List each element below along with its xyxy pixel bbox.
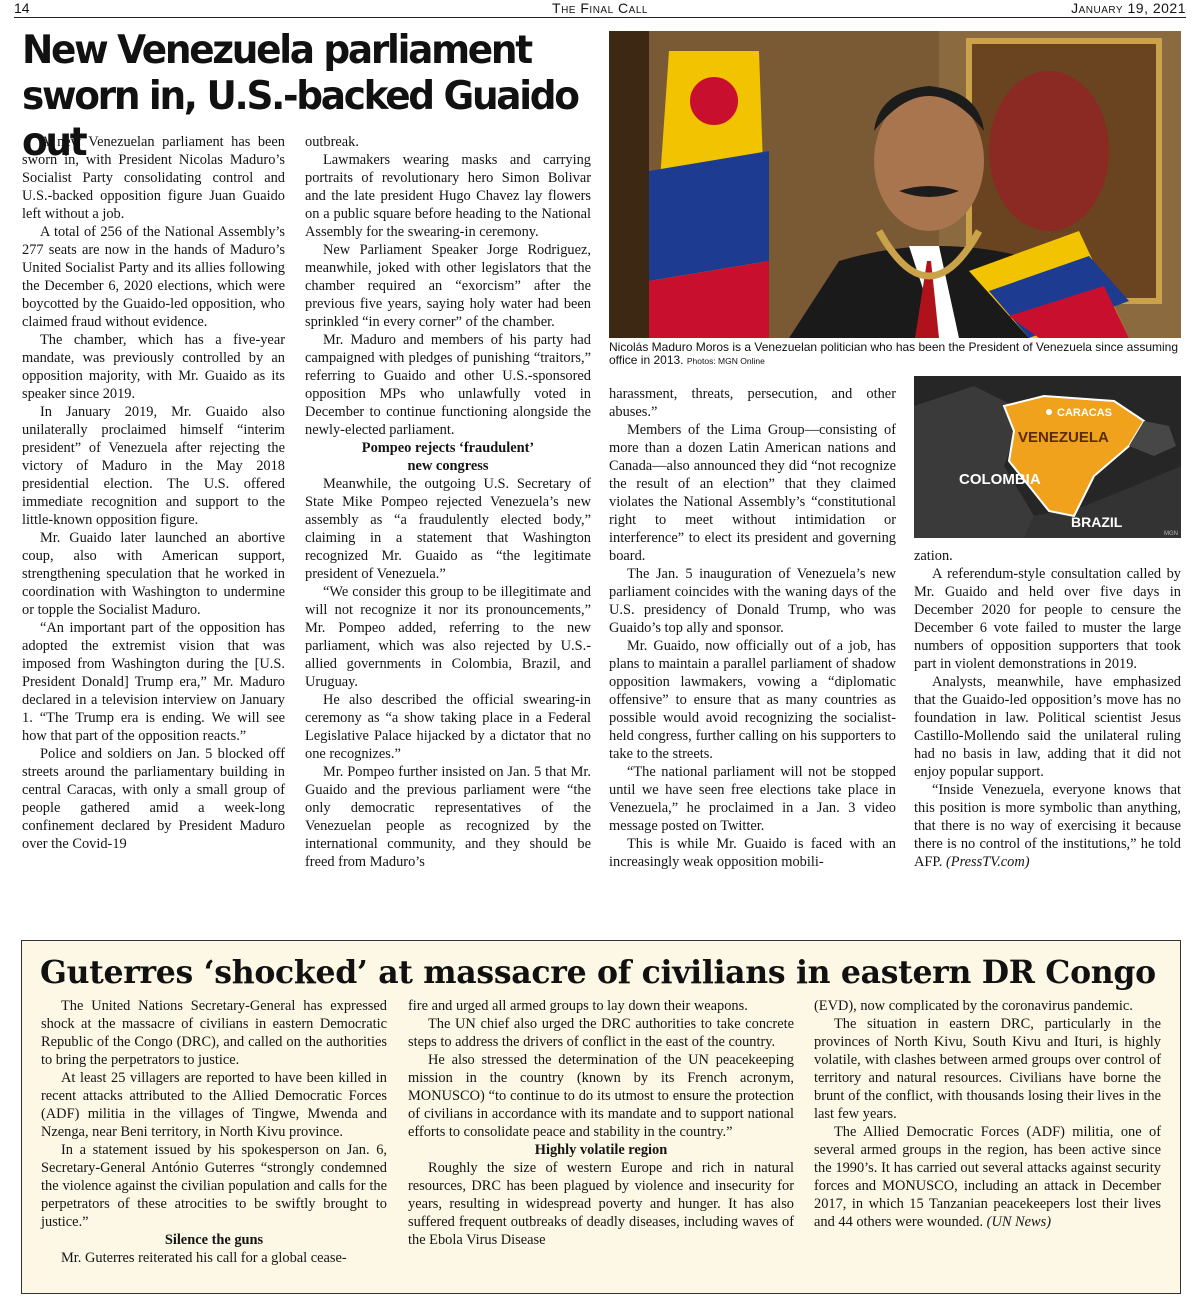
photo-caption: [609, 341, 1184, 368]
article-source: (PressTV.com): [946, 854, 1030, 870]
paragraph: The UN chief also urged the DRC authorities to take concrete steps to address the drivers of conflict in the east of the country.: [408, 1016, 794, 1050]
paragraph: The situation in eastern DRC, particularly in the provinces of North Kivu, South Kivu and Ituri, is highly volatile, with clashes between armed groups over control of territory and natural resources. Civilians have borne the brunt of the conflict, with thousands losing their lives in the last few years.: [814, 1016, 1161, 1122]
paragraph: The Jan. 5 inauguration of Venezuela’s new parliament coincides with the waning days of the U.S. presidency of Donald Trump, who was Guaido’s top ally and sponsor.: [609, 566, 896, 636]
paragraph: Mr. Maduro and members of his party had campaigned with pledges of punishing “traitors,” referring to Guaido and other U.S.-sponsored opposition MPs who unlawfully voted in December to continue functioning alongside the newly-elected parliament.: [305, 332, 591, 438]
paragraph: Members of the Lima Group—consisting of more than a dozen Latin American nations and Canada—also announced they did “not recognize the result of an election” that they claimed violates the National Assembly’s “constitutional right to meet without intimidation or interference” to elect its president and governing board.: [609, 422, 896, 564]
paragraph: The United Nations Secretary-General has expressed shock at the massacre of civilians in eastern Democratic Republic of the Congo (DRC), and called on the authorities to bring the perpetrators to justice.: [41, 998, 387, 1068]
issue-date: January 19, 2021: [1071, 0, 1186, 16]
paragraph: Meanwhile, the outgoing U.S. Secretary of State Mike Pompeo rejected Venezuela’s new assembly as “a fraudulently elected body,” claiming in a statement that Washington recognized Mr. Guaido as “the legitimate president of Venezuela.”: [305, 476, 591, 582]
article-column-1: [22, 133, 285, 853]
paragraph: In January 2019, Mr. Guaido also unilaterally proclaimed himself “interim president” of Venezuela after rejecting the victory of Maduro in the May 2018 presidential election. The U.S. offered immediate recognition and support to the little-known opposition figure.: [22, 404, 285, 528]
box-column-2: [408, 997, 794, 1249]
paragraph: “An important part of the opposition has adopted the extremist vision that was imposed from Washington during the [U.S. President Donald] Trump era,” Mr. Maduro declared in a television interview on January 1. “The Trump era is ending. We will see how that part of the opposition reacts.”: [22, 620, 285, 744]
map-illustration: [914, 376, 1181, 538]
paragraph: He also described the official swearing-in ceremony as “a show taking place in a Federal Legislative Palace hijacked by a dictator that no one recognizes.”: [305, 692, 591, 762]
map-credit: MGN: [1164, 531, 1178, 537]
box-headline: Guterres ‘shocked’ at massacre of civilians in eastern DR Congo: [40, 954, 1156, 991]
photo-credit: Photos: MGN Online: [686, 356, 765, 366]
paragraph: The chamber, which has a five-year mandate, was previously controlled by an opposition majority, with Mr. Guaido as its speaker since 2019.: [22, 332, 285, 402]
paragraph: This is while Mr. Guaido is faced with an increasingly weak opposition mobili-: [609, 836, 896, 870]
paragraph: “The national parliament will not be stopped until we have seen free elections take place in Venezuela,” he proclaimed in a Jan. 3 video message posted on Twitter.: [609, 764, 896, 834]
paragraph-continuation: (EVD), now complicated by the coronavirus pandemic.: [814, 998, 1133, 1014]
map-label-venezuela: VENEZUELA: [1018, 429, 1109, 446]
paragraph-with-source: [914, 781, 1181, 871]
paragraph-continuation: fire and urged all armed groups to lay down their weapons.: [408, 998, 748, 1014]
article-headline: New Venezuela parliament sworn in, U.S.-backed Guaido out: [22, 28, 578, 165]
paragraph: Lawmakers wearing masks and carrying portraits of revolutionary hero Simon Bolivar and the late president Hugo Chavez lay flowers on a public square before heading to the National Assembly for the swearing-in ceremony.: [305, 152, 591, 240]
paragraph: A total of 256 of the National Assembly’s 277 seats are now in the hands of Maduro’s United Socialist Party and its allies following the December 6, 2020 elections, which were boycotted by the Guaido-led opposition, who claimed fraud without evidence.: [22, 224, 285, 330]
article-source: (UN News): [986, 1214, 1052, 1230]
map-label-brazil: BRAZIL: [1071, 514, 1123, 530]
subheading: Silence the guns: [164, 1232, 264, 1248]
paragraph-with-source: [814, 1123, 1161, 1231]
map-label-colombia: COLOMBIA: [959, 471, 1041, 488]
caption-text: Nicolás Maduro Moros is a Venezuelan politician who has been the President of Venezuela since assuming office in 2013.: [609, 340, 1179, 367]
paragraph: In a statement issued by his spokesperson on Jan. 6, Secretary-General António Guterres “strongly condemned the violence against the civilian population and calls for the perpetrators of these atrocities to be swiftly brought to justice.”: [41, 1142, 387, 1230]
subheading: Highly volatile region: [534, 1142, 668, 1158]
congo-article-box: [21, 940, 1181, 1294]
paragraph: He also stressed the determination of the UN peacekeeping mission in the country (known by its French acronym, MONUSCO) “to continue to do its utmost to ensure the protection of civilians in accordance with its mandate and to support national efforts to consolidate peace and stability in the country.”: [408, 1052, 794, 1140]
paragraph: Police and soldiers on Jan. 5 blocked off streets around the parliamentary building in central Caracas, with only a small group of people gathered amid a week-long confinement declared by President Maduro over the Covid-19: [22, 746, 285, 852]
paragraph-text: The Allied Democratic Forces (ADF) militia, one of several armed groups in the region, has been active since the 1990’s. It has carried out several attacks against security forces and MONUSCO, including an attack in December 2017, in which 15 Tanzanian peacekeepers lost their lives and 44 others were wounded.: [814, 1124, 1161, 1230]
paragraph-text: “Inside Venezuela, everyone knows that this position is more symbolic than anything, that there is no way of exercising it because there is no control of the institutions,” he told AFP.: [914, 782, 1181, 870]
portrait-illustration: [609, 31, 1181, 338]
paragraph: “We consider this group to be illegitimate and will not recognize it nor its pronouncements,” Mr. Pompeo added, referring to the new parliament, which was also rejected by U.S.-allied governments in Colombia, Brazil, and Uruguay.: [305, 584, 591, 690]
page-header: [14, 0, 1186, 18]
page-number: 14: [14, 0, 30, 16]
article-column-2: [305, 133, 591, 871]
paragraph: Mr. Guaido later launched an abortive coup, also with American support, strengthening speculation that he worked in coordination with Washington to undermine or topple the Socialist Maduro.: [22, 530, 285, 618]
article-column-4: [914, 547, 1181, 871]
paragraph: At least 25 villagers are reported to have been killed in recent attacks attributed to the Allied Democratic Forces (ADF) militia in the villages of Tingwe, Mwenda and Nzenga, near Beni territory, in North Kivu province.: [41, 1070, 387, 1140]
article-column-3: [609, 385, 896, 871]
paragraph: A new Venezuelan parliament has been sworn in, with President Nicolas Maduro’s Socialist Party consolidating control and U.S.-backed opposition figure Juan Guaido left without a job.: [22, 134, 285, 222]
box-column-1: [41, 997, 387, 1267]
paragraph: Analysts, meanwhile, have emphasized that the Guaido-led opposition’s move has no foundation in law. Political scientist Jesus Castillo-Mollendo said the unilateral ruling had no basis in law, adding that it did not enjoy popular support.: [914, 674, 1181, 780]
box-column-3: [814, 997, 1161, 1231]
paragraph: A referendum-style consultation called by Mr. Guaido and held over five days in December 2020 for people to censure the December 6 vote failed to muster the large numbers of opposition supporters that took part in violent demonstrations in 2019.: [914, 566, 1181, 672]
paragraph: Roughly the size of western Europe and rich in natural resources, DRC has been plagued by violence and insecurity for years, resulting in widespread poverty and hunger. It has also suffered frequent outbreaks of deadly diseases, including waves of the Ebola Virus Disease: [408, 1160, 794, 1248]
paragraph: New Parliament Speaker Jorge Rodriguez, meanwhile, joked with other legislators that the chamber required an “exorcism” after the previous five years, saying holy water had been sprinkled “in every corner” of the chamber.: [305, 242, 591, 330]
paragraph-continuation: harassment, threats, persecution, and other abuses.”: [609, 386, 896, 420]
publication-name: The Final Call: [552, 0, 648, 16]
map-label-caracas: CARACAS: [1057, 407, 1112, 419]
paragraph-continuation: outbreak.: [305, 134, 359, 150]
paragraph: Mr. Guaido, now officially out of a job, has plans to maintain a parallel parliament of shadow opposition lawmakers, vowing a “diplomatic offensive” to ensure that as many countries as possible would avoid recognizing the socialist-held congress, further calling on his supporters to take to the streets.: [609, 638, 896, 762]
paragraph: Mr. Pompeo further insisted on Jan. 5 that Mr. Guaido and the previous parliament were “the only democratic representatives of the Venezuelan people as recognized by the international community, and they should be freed from Maduro’s: [305, 764, 591, 870]
venezuela-map: [914, 376, 1181, 538]
paragraph-continuation: zation.: [914, 548, 953, 564]
paragraph: Mr. Guterres reiterated his call for a global cease-: [61, 1250, 347, 1266]
subheading-line: Pompeo rejects ‘fraudulent’: [361, 440, 535, 456]
maduro-photo: [609, 31, 1181, 338]
subheading-line: new congress: [407, 458, 489, 474]
